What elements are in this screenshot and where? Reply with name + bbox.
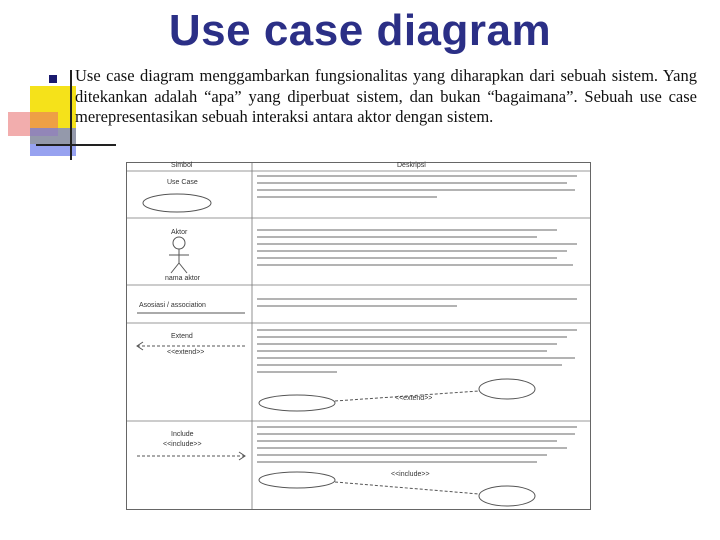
desc-line <box>257 175 577 177</box>
desc-line <box>257 189 575 191</box>
row-extend-label: Extend <box>171 333 193 340</box>
desc-line <box>257 357 575 359</box>
table-header-symbol: Simbol <box>171 162 193 169</box>
desc-line <box>257 440 557 442</box>
desc-line <box>257 371 337 373</box>
row-actor-sublabel: nama aktor <box>165 275 201 282</box>
desc-line <box>257 336 567 338</box>
desc-line <box>257 182 567 184</box>
symbol-table <box>126 162 591 510</box>
row-extend-sublabel: <<extend>> <box>167 349 205 356</box>
desc-line <box>257 243 577 245</box>
desc-line <box>257 454 547 456</box>
row-include-label: Include <box>171 431 194 438</box>
desc-line <box>257 329 577 331</box>
row-include-note: <<include>> <box>391 471 430 478</box>
slide-title: Use case diagram <box>168 6 552 55</box>
row-usecase-label: Use Case <box>167 179 198 186</box>
desc-line <box>257 196 437 198</box>
row-include-sublabel: <<include>> <box>163 441 202 448</box>
desc-line <box>257 229 557 231</box>
desc-line <box>257 461 537 463</box>
desc-line <box>257 305 457 307</box>
desc-line <box>257 250 567 252</box>
row-association-label: Asosiasi / association <box>139 302 206 309</box>
desc-line <box>257 364 562 366</box>
deco-vertical-line <box>70 70 72 160</box>
desc-line <box>257 433 575 435</box>
body-paragraph: Use case diagram menggambarkan fungsionalitas yang diharapkan dari sebuah sistem. Yang ditekankan adalah “apa” yang diperbuat sistem, dan bukan “bagaimana”. Sebuah use case merepresentasikan sebuah interaksi antara aktor dengan sistem. <box>75 66 697 127</box>
desc-line <box>257 257 557 259</box>
table-header-description: Deskripsi <box>397 162 426 169</box>
desc-line <box>257 343 557 345</box>
desc-line <box>257 236 537 238</box>
desc-line <box>257 298 577 300</box>
bullet-marker <box>49 75 57 83</box>
desc-line <box>257 350 547 352</box>
desc-line <box>257 264 573 266</box>
deco-horizontal-line <box>36 144 116 146</box>
desc-line <box>257 447 567 449</box>
desc-line <box>257 426 577 428</box>
row-extend-note: <<extend>> <box>395 395 433 402</box>
row-actor-label: Aktor <box>171 229 188 236</box>
